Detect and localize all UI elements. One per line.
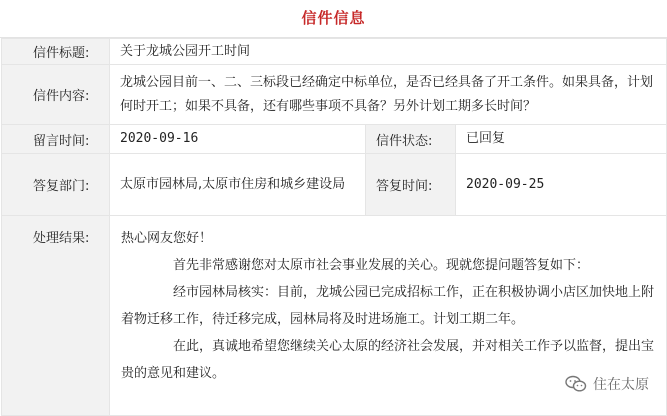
result-greeting: 热心网友您好！ xyxy=(121,231,213,246)
dept-reply-row xyxy=(2,154,667,216)
result-paragraph: 经市园林局核实：目前，龙城公园已完成招标工作，正在积极协调小店区加快地上附着物迁移工作，待迁移完成，园林局将及时进场施工。计划工期二年。 xyxy=(121,285,655,327)
dept-value: 太原市园林局,太原市住房和城乡建设局 xyxy=(110,154,366,216)
result-label: 处理结果: xyxy=(33,231,90,246)
subject-row xyxy=(2,39,667,65)
letter-info-table xyxy=(1,38,667,416)
content-label: 信件内容: xyxy=(2,65,110,125)
page-title: 信件信息 xyxy=(0,0,667,38)
wechat-icon xyxy=(565,375,587,393)
result-label-cell xyxy=(2,216,110,416)
reply-time-label: 答复时间: xyxy=(366,154,456,216)
content-row xyxy=(2,65,667,125)
reply-time-value: 2020-09-25 xyxy=(456,154,667,216)
msg-time-label: 留言时间: xyxy=(2,125,110,154)
subject-label: 信件标题: xyxy=(2,39,110,65)
watermark-text: 住在太原 xyxy=(593,377,649,393)
status-value: 已回复 xyxy=(456,125,667,154)
subject-value: 关于龙城公园开工时间 xyxy=(110,39,667,65)
watermark xyxy=(565,374,649,394)
status-label: 信件状态: xyxy=(366,125,456,154)
content-value: 龙城公园目前一、二、三标段已经确定中标单位，是否已经具备了开工条件。如果具备，计划何时开工；如果不具备，还有哪些事项不具备？另外计划工期多长时间？ xyxy=(110,65,667,125)
time-status-row xyxy=(2,125,667,154)
result-paragraph: 首先非常感谢您对太原市社会事业发展的关心。现就您提问题答复如下： xyxy=(173,258,590,273)
dept-label: 答复部门: xyxy=(2,154,110,216)
msg-time-value: 2020-09-16 xyxy=(110,125,366,154)
result-paragraph: 在此，真诚地希望您继续关心太原的经济社会发展，并对相关工作予以监督，提出宝贵的意见和建议。 xyxy=(121,339,655,381)
